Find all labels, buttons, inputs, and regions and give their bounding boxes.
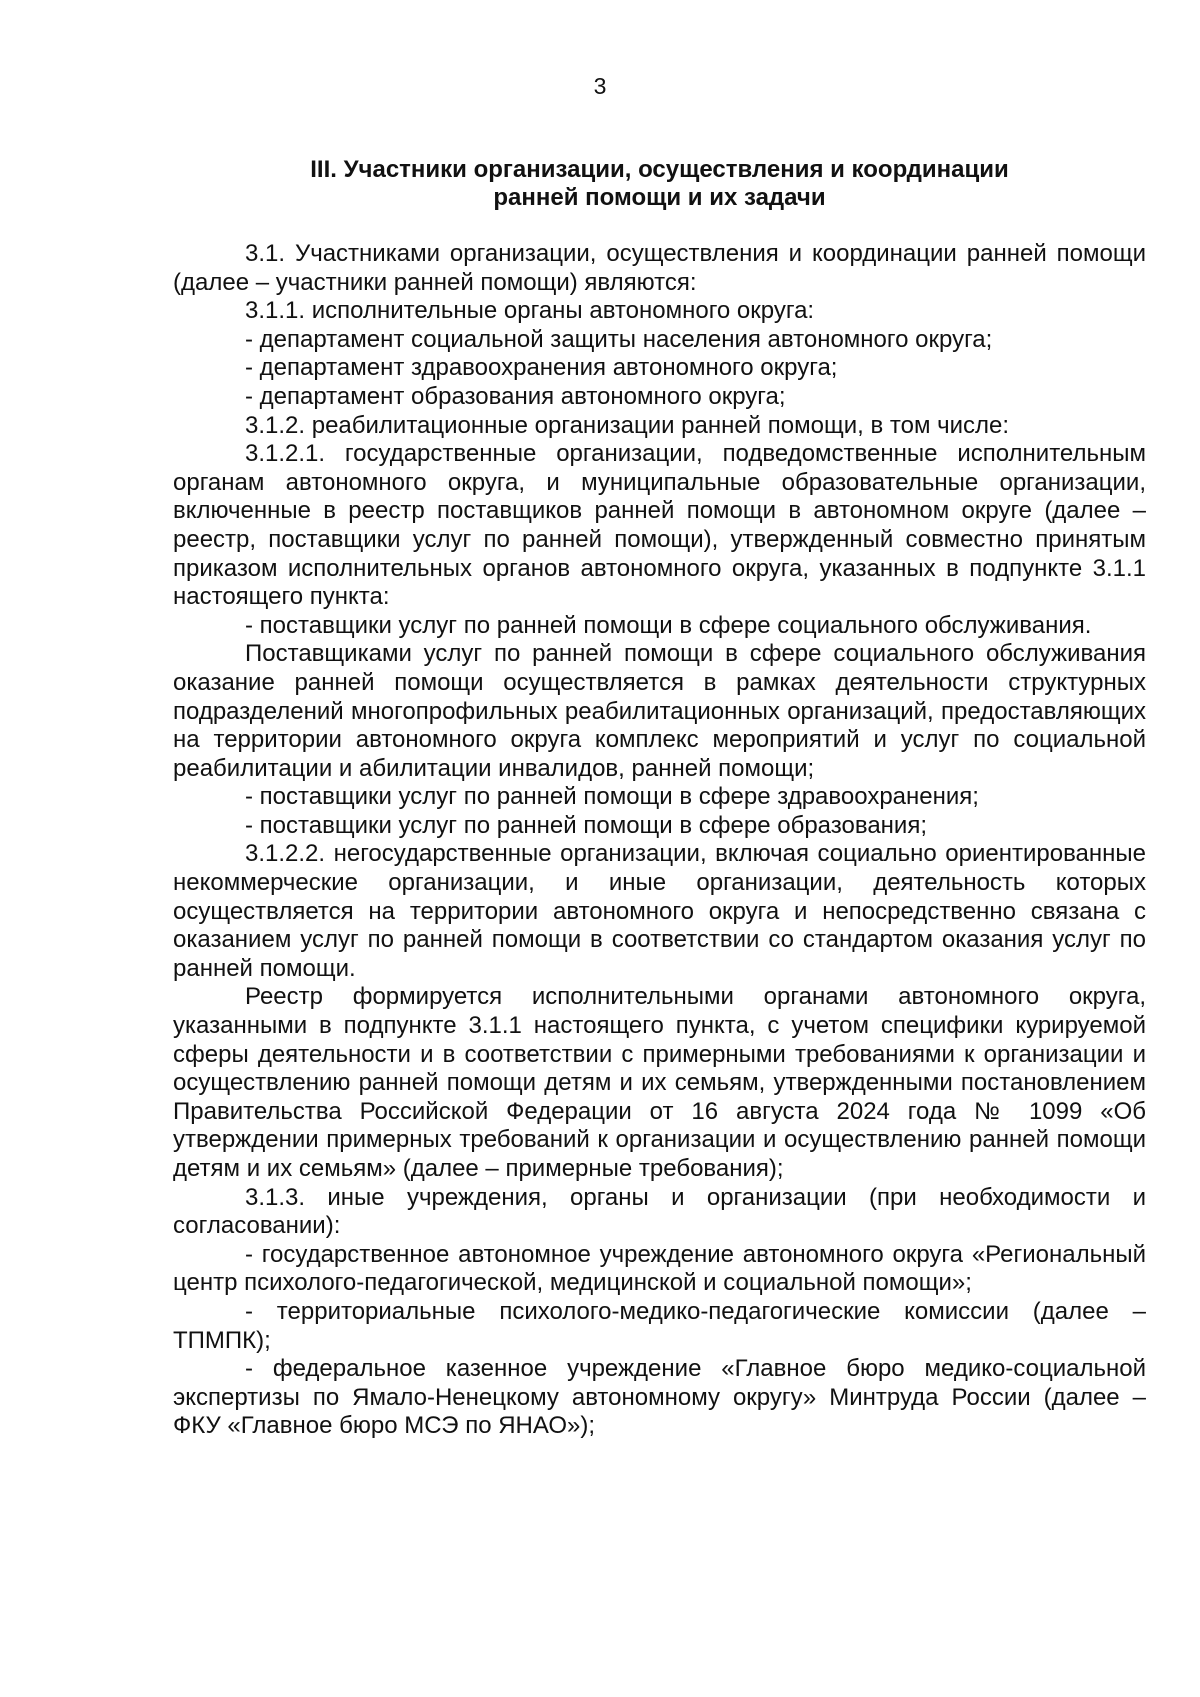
paragraph-3-1-2-2: 3.1.2.2. негосударственные организации, включая социально ориентированные некоммерческие организации, и иные организации, деятельность которых осуществляется на территории автономного округа и непосредственно связана с оказанием услуг по ранней помощи в соответствии со стандартом оказания услуг по ранней помощи.: [173, 840, 1146, 982]
list-item-tpmpk: - территориальные психолого-медико-педагогические комиссии (далее – ТПМПК);: [173, 1297, 1146, 1354]
section-heading-line-1: III. Участники организации, осуществления и координации: [310, 156, 1009, 183]
paragraph-registry: Реестр формируется исполнительными органами автономного округа, указанными в подпункте 3.1.1 настоящего пункта, с учетом специфики курируемой сферы деятельности и в соответствии с примерными требованиями к организации и осуществлению ранней помощи детям и их семьям, утвержденными постановлением Правительства Российской Федерации от 16 августа 2024 года № 1099 «Об утверждении примерных требований к организации и осуществлению ранней помощи детям и их семьям» (далее – примерные требования);: [173, 983, 1146, 1182]
section-heading-line-2: ранней помощи и их задачи: [493, 184, 826, 211]
list-item-education-department: - департамент образования автономного округа;: [245, 382, 786, 410]
paragraph-social-service-providers-detail: Поставщиками услуг по ранней помощи в сфере социального обслуживания оказание ранней помощи осуществляется в рамках деятельности структурных подразделений многопрофильных реабилитационных организаций, предоставляющих на территории автономного округа комплекс мероприятий и услуг по социальной реабилитации и абилитации инвалидов, ранней помощи;: [173, 640, 1146, 782]
list-item-health-providers: - поставщики услуг по ранней помощи в сфере здравоохранения;: [245, 783, 979, 811]
list-item-health-department: - департамент здравоохранения автономного округа;: [245, 354, 838, 382]
paragraph-3-1: 3.1. Участниками организации, осуществления и координации ранней помощи (далее – участники ранней помощи) являются:: [173, 240, 1146, 296]
list-item-social-service-providers: - поставщики услуг по ранней помощи в сфере социального обслуживания.: [245, 611, 1092, 639]
document-body: [173, 240, 1146, 1441]
paragraph-3-1-2-1: 3.1.2.1. государственные организации, подведомственные исполнительным органам автономного округа, и муниципальные образовательные организации, включенные в реестр поставщиков ранней помощи в автономном округе (далее – реестр, поставщики услуг по ранней помощи), утвержденный совместно принятым приказом исполнительных органов автономного округа, указанных в подпункте 3.1.1 настоящего пункта:: [173, 440, 1146, 611]
list-item-social-protection-department: - департамент социальной защиты населения автономного округа;: [245, 325, 993, 353]
paragraph-3-1-2: 3.1.2. реабилитационные организации ранней помощи, в том числе:: [245, 411, 1010, 439]
section-heading: [173, 156, 1146, 212]
list-item-mse-bureau: - федеральное казенное учреждение «Главное бюро медико-социальной экспертизы по Ямало-Ненецкому автономному округу» Минтруда России (далее – ФКУ «Главное бюро МСЭ по ЯНАО»);: [173, 1355, 1146, 1440]
list-item-education-providers: - поставщики услуг по ранней помощи в сфере образования;: [245, 811, 927, 839]
paragraph-3-1-3: 3.1.3. иные учреждения, органы и организации (при необходимости и согласовании):: [173, 1183, 1146, 1240]
paragraph-3-1-1: 3.1.1. исполнительные органы автономного округа:: [245, 297, 815, 325]
list-item-regional-center: - государственное автономное учреждение автономного округа «Региональный центр психолого-педагогической, медицинской и социальной помощи»;: [173, 1240, 1146, 1297]
page-number: 3: [593, 73, 607, 99]
